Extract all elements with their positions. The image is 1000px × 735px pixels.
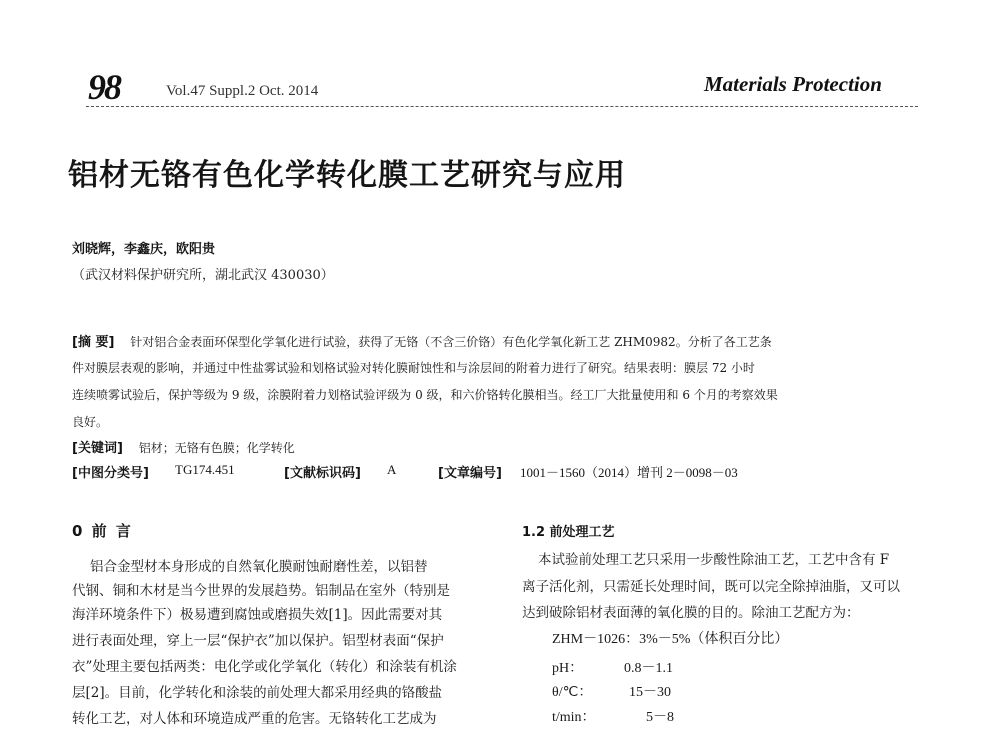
abstract-line: 件对膜层表观的影响，并通过中性盐雾试验和划格试验对转化膜耐蚀性和与涂层间的附着力进行了研究。结果表明：膜层 72 小时 bbox=[72, 361, 755, 375]
abstract-line bbox=[72, 331, 772, 350]
article-number-value: 1001－1560（2014）增刊 2－0098－03 bbox=[520, 465, 738, 480]
clc-value: TG174.451 bbox=[175, 462, 235, 477]
param-label-ph: pH： bbox=[552, 661, 584, 676]
journal-name: Materials Protection bbox=[704, 72, 882, 96]
header-rule bbox=[86, 106, 918, 107]
body-line: 代钢、铜和木材是当今世界的发展趋势。铝制品在室外（特别是 bbox=[72, 583, 450, 599]
section-heading-pretreatment: 1.2 前处理工艺 bbox=[522, 525, 615, 540]
body-line: 衣”处理主要包括两类：电化学或化学氧化（转化）和涂装有机涂 bbox=[72, 659, 457, 675]
param-label-temperature: θ/℃： bbox=[552, 685, 593, 700]
abstract-line: 良好。 bbox=[72, 415, 109, 429]
authors: 刘晓辉，李鑫庆，欧阳贵 bbox=[72, 242, 216, 257]
article-title: 铝材无铬有色化学转化膜工艺研究与应用 bbox=[68, 158, 626, 193]
keywords-label: [关键词] bbox=[72, 441, 123, 456]
section-heading-introduction: 0 前 言 bbox=[72, 522, 133, 540]
body-line: 铝合金型材本身形成的自然氧化膜耐蚀耐磨性差，以铝替 bbox=[90, 559, 428, 575]
doc-code-value: A bbox=[387, 462, 397, 477]
doc-code-label: [文献标识码] bbox=[284, 466, 361, 481]
body-line: 海洋环境条件下）极易遭到腐蚀或磨损失效[1]。因此需要对其 bbox=[72, 607, 443, 623]
param-value-ph: 0.8－1.1 bbox=[624, 661, 673, 676]
abstract-text: 针对铝合金表面环保型化学氧化进行试验，获得了无铬（不含三价铬）有色化学氧化新工艺 ZHM0982。分析了各工艺条 bbox=[130, 335, 772, 349]
abstract-label: [摘 要] bbox=[72, 335, 115, 350]
keywords-value: 铝材；无铬有色膜；化学转化 bbox=[138, 441, 295, 455]
article-number-label: [文章编号] bbox=[438, 466, 502, 481]
param-value-temperature: 15－30 bbox=[629, 685, 671, 700]
param-value-time: 5－8 bbox=[646, 710, 674, 725]
volume-info: Vol.47 Suppl.2 Oct. 2014 bbox=[166, 83, 319, 99]
body-line: 离子活化剂，只需延长处理时间，既可以完全除掉油脂，又可以 bbox=[522, 579, 900, 595]
body-line: 达到破除铝材表面薄的氧化膜的目的。除油工艺配方为： bbox=[522, 605, 860, 621]
body-line: 层[2]。目前，化学转化和涂装的前处理大都采用经典的铬酸盐 bbox=[72, 685, 443, 701]
body-line: 转化工艺，对人体和环境造成严重的危害。无铬转化工艺成为 bbox=[72, 711, 437, 727]
keywords-line bbox=[72, 437, 295, 456]
affiliation: （武汉材料保护研究所，湖北武汉 430030） bbox=[72, 268, 334, 283]
body-line: 进行表面处理，穿上一层“保护衣”加以保护。铝型材表面“保护 bbox=[72, 633, 444, 649]
body-line: 本试验前处理工艺只采用一步酸性除油工艺，工艺中含有 F bbox=[538, 552, 890, 568]
clc-label: [中图分类号] bbox=[72, 466, 149, 481]
page-number: 98 bbox=[88, 67, 120, 107]
param-label-time: t/min： bbox=[552, 710, 596, 725]
formula-line: ZHM－1026：3%－5%（体积百分比） bbox=[552, 632, 789, 647]
abstract-line: 连续喷雾试验后，保护等级为 9 级，涂膜附着力划格试验评级为 0 级，和六价铬转化膜相当。经工厂大批量使用和 6 个月的考察效果 bbox=[72, 388, 778, 402]
